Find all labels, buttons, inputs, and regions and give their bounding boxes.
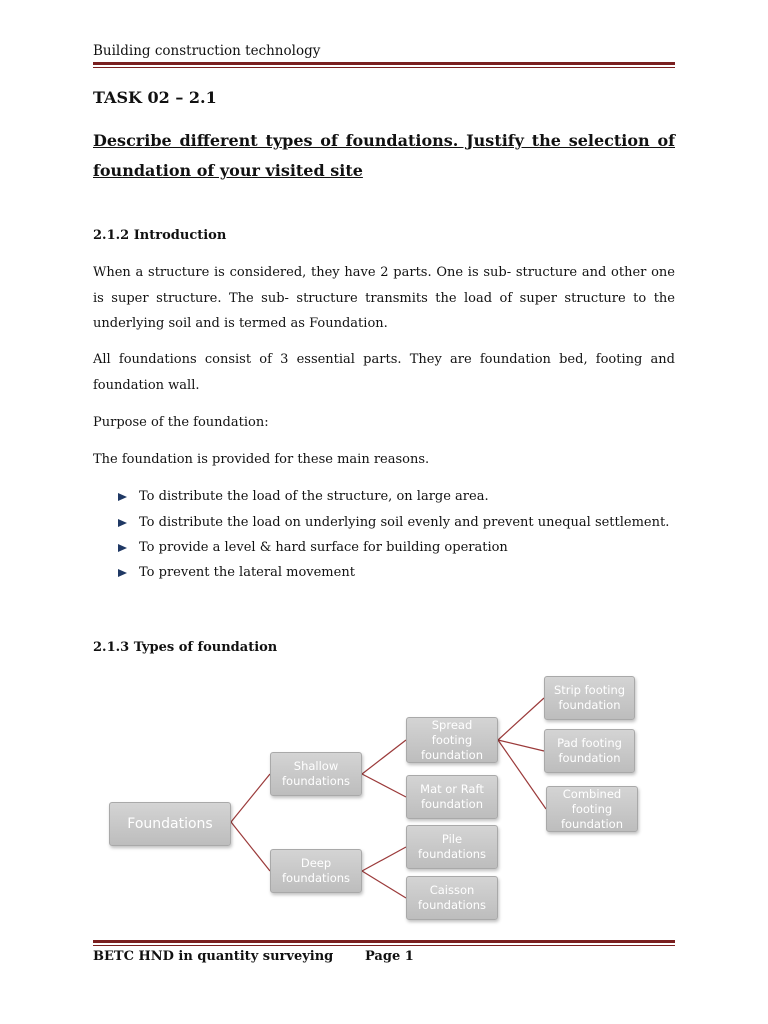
types-heading: 2.1.3 Types of foundation — [93, 640, 278, 655]
intro-paragraph: The foundation is provided for these main reasons. — [93, 452, 430, 467]
connector-line — [231, 822, 270, 871]
footer-rule — [93, 940, 675, 943]
intro-paragraph: Purpose of the foundation: — [93, 415, 269, 430]
diagram-node-spread: Spread footing foundation — [406, 717, 498, 763]
intro-paragraph: When a structure is considered, they have 2 parts. One is sub- structure and other one is super structure. The sub- structure transmits the load of super structure to the underlying soil and is termed as Foundation. — [93, 265, 675, 331]
intro-paragraph: All foundations consist of 3 essential parts. They are foundation bed, footing and foundation wall. — [93, 352, 675, 393]
diagram-node-pile: Pile foundations — [406, 825, 498, 869]
footer-page-number: Page 1 — [365, 949, 414, 964]
connector-line — [362, 774, 406, 797]
connector-line — [362, 740, 406, 774]
diagram-node-combined: Combined footing foundation — [546, 786, 638, 832]
running-header: Building construction technology — [93, 43, 321, 59]
introduction-heading: 2.1.2 Introduction — [93, 228, 227, 243]
connector-line — [362, 871, 406, 898]
connector-line — [231, 774, 270, 822]
footer-course: BETC HND in quantity surveying — [93, 949, 334, 964]
diagram-node-foundations: Foundations — [109, 802, 231, 846]
diagram-node-pad: Pad footing foundation — [544, 729, 635, 773]
question-heading: Describe different types of foundations. Justify the selection of foundation of your visited site — [93, 131, 675, 180]
diagram-node-strip: Strip footing foundation — [544, 676, 635, 720]
diagram-node-shallow: Shallow foundations — [270, 752, 362, 796]
connector-line — [498, 698, 544, 740]
footer-rule-thin — [93, 945, 675, 946]
connector-line — [362, 847, 406, 871]
diagram-node-deep: Deep foundations — [270, 849, 362, 893]
task-title: TASK 02 – 2.1 — [93, 88, 217, 107]
diagram-node-caisson: Caisson foundations — [406, 876, 498, 920]
diagram-node-mat: Mat or Raft foundation — [406, 775, 498, 819]
